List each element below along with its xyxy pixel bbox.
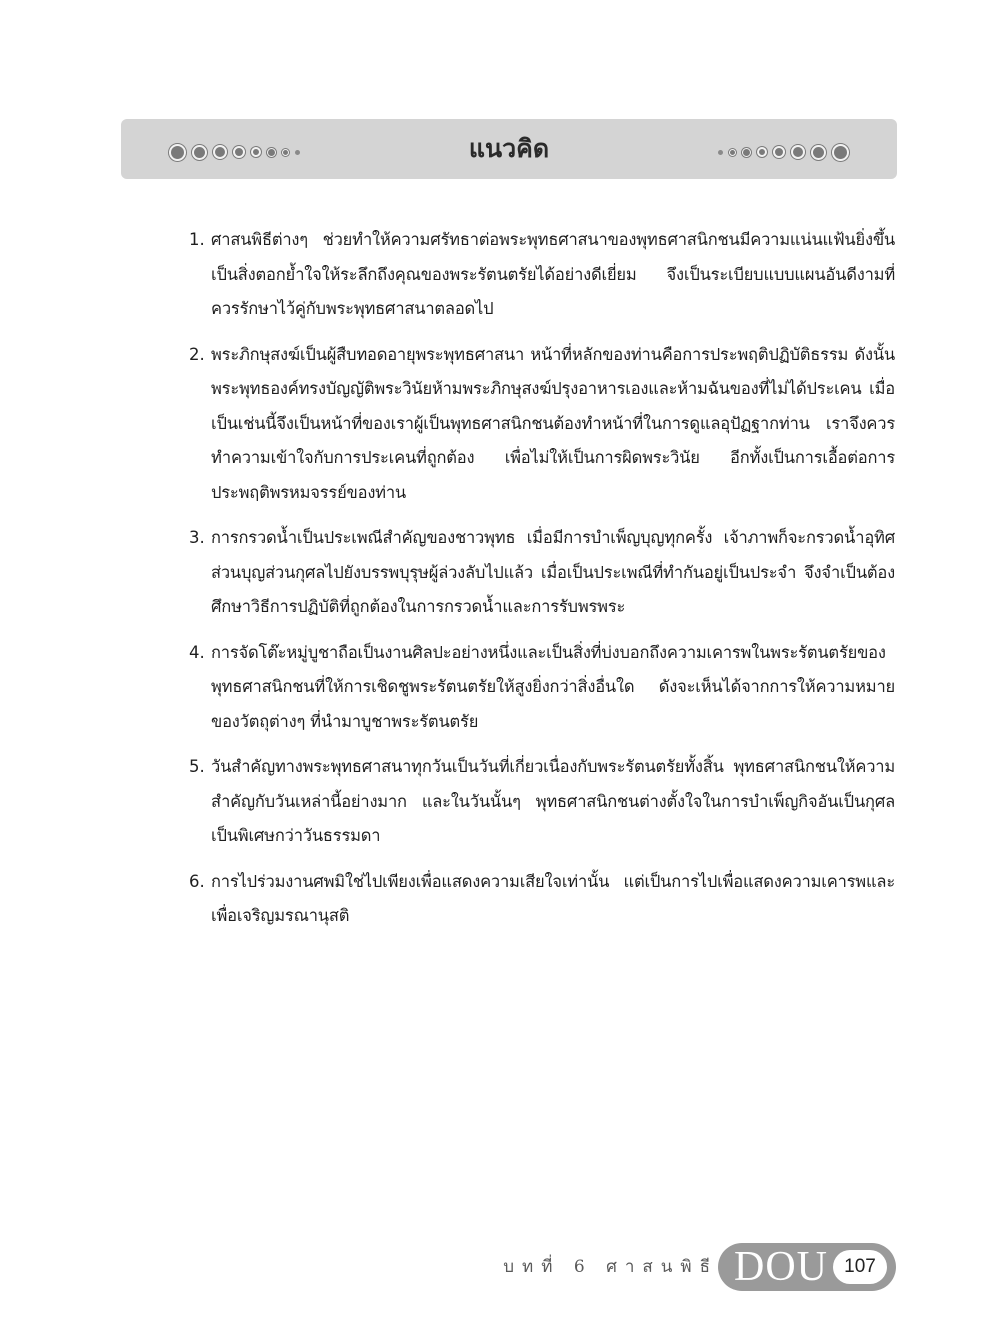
list-item	[189, 338, 895, 511]
concept-list	[189, 223, 895, 945]
item-text: การไปร่วมงานศพมิใช่ไปเพียงเพื่อแสดงความเสียใจเท่านั้น แต่เป็นการไปเพื่อแสดงความเคารพและเพื่อเจริญมรณานุสติ	[211, 871, 895, 925]
item-text: วันสำคัญทางพระพุทธศาสนาทุกวันเป็นวันที่เกี่ยวเนื่องกับพระรัตนตรัยทั้งสิ้น พุทธศาสนิกชนให้ความสำคัญกับวันเหล่านี้อย่างมาก และในวันนั้นๆ พุทธศาสนิกชนต่างตั้งใจในการบำเพ็ญกิจอันเป็นกุศลเป็นพิเศษกว่าวันธรรมดา	[211, 757, 895, 845]
dot-icon	[811, 145, 826, 160]
list-item	[189, 750, 895, 854]
list-item	[189, 636, 895, 740]
item-number: 4.	[189, 642, 205, 662]
page-number: 107	[833, 1250, 887, 1284]
list-item	[189, 521, 895, 625]
item-text: ศาสนพิธีต่างๆ ช่วยทำให้ความศรัทธาต่อพระพุทธศาสนาของพุทธศาสนิกชนมีความแน่นแฟ้นยิ่งขึ้น เป็นสิ่งตอกย้ำใจให้ระลึกถึงคุณของพระรัตนตรัยได้อย่างดีเยี่ยม จึงเป็นระเบียบแบบแผนอันดีงามที่ควรรักษาไว้คู่กับพระพุทธศาสนาตลอดไป	[211, 230, 895, 318]
item-number: 5.	[189, 757, 205, 776]
item-number: 1.	[189, 230, 205, 249]
item-text: การจัดโต๊ะหมู่บูชาถือเป็นงานศิลปะอย่างหนึ่งและเป็นสิ่งที่บ่งบอกถึงความเคารพในพระรัตนตรัยของพุทธศาสนิกชนที่ให้การเชิดชูพระรัตนตรัยให้สูงยิ่งกว่าสิ่งอื่นใด ดังจะเห็นได้จากการให้ความหมายของวัตถุต่างๆ ที่นำมาบูชาพระรัตนตรัย	[211, 642, 895, 731]
dot-icon	[757, 147, 767, 157]
item-text: การกรวดน้ำเป็นประเพณีสำคัญของชาวพุทธ เมื่อมีการบำเพ็ญบุญทุกครั้ง เจ้าภาพก็จะกรวดน้ำอุทิศส่วนบุญส่วนกุศลไปยังบรรพบุรุษผู้ล่วงลับไปแล้ว เมื่อเป็นประเพณีที่ทำกันอยู่เป็นประจำ จึงจำเป็นต้องศึกษาวิธีการปฏิบัติที่ถูกต้องในการกรวดน้ำและการรับพรพระ	[211, 528, 895, 616]
item-number: 6.	[189, 871, 205, 891]
dou-logo: DOU	[734, 1244, 828, 1290]
item-number: 2.	[189, 344, 205, 364]
item-number: 3.	[189, 528, 205, 547]
dot-icon	[832, 144, 849, 161]
footer-badge	[718, 1243, 896, 1291]
dot-icon	[742, 148, 751, 157]
item-text: พระภิกษุสงฆ์เป็นผู้สืบทอดอายุพระพุทธศาสนา หน้าที่หลักของท่านคือการประพฤติปฏิบัติธรรม ดังนั้นพระพุทธองค์ทรงบัญญัติพระวินัยห้ามพระภิกษุสงฆ์ปรุงอาหารเองและห้ามฉันของที่ไม่ได้ประเคน เมื่อเป็นเช่นนี้จึงเป็นหน้าที่ของเราผู้เป็นพุทธศาสนิกชนต้องทำหน้าที่ในการดูแลอุปัฏฐากท่าน เราจึงควรทำความเข้าใจกับการประเคนที่ถูกต้อง เพื่อไม่ให้เป็นการผิดพระวินัย อีกทั้งเป็นการเอื้อต่อการประพฤติพรหมจรรย์ของท่าน	[211, 344, 895, 502]
dot-icon	[729, 149, 736, 156]
list-item	[189, 865, 895, 934]
dot-icon	[773, 146, 785, 158]
chapter-label: บทที่ 6 ศาสนพิธี	[503, 1257, 718, 1277]
section-header-banner	[121, 119, 897, 179]
dot-icon	[718, 150, 723, 155]
section-title: แนวคิด	[468, 134, 550, 163]
list-item	[189, 223, 895, 327]
dot-icon	[791, 145, 805, 159]
decorative-dots-right	[712, 139, 849, 165]
